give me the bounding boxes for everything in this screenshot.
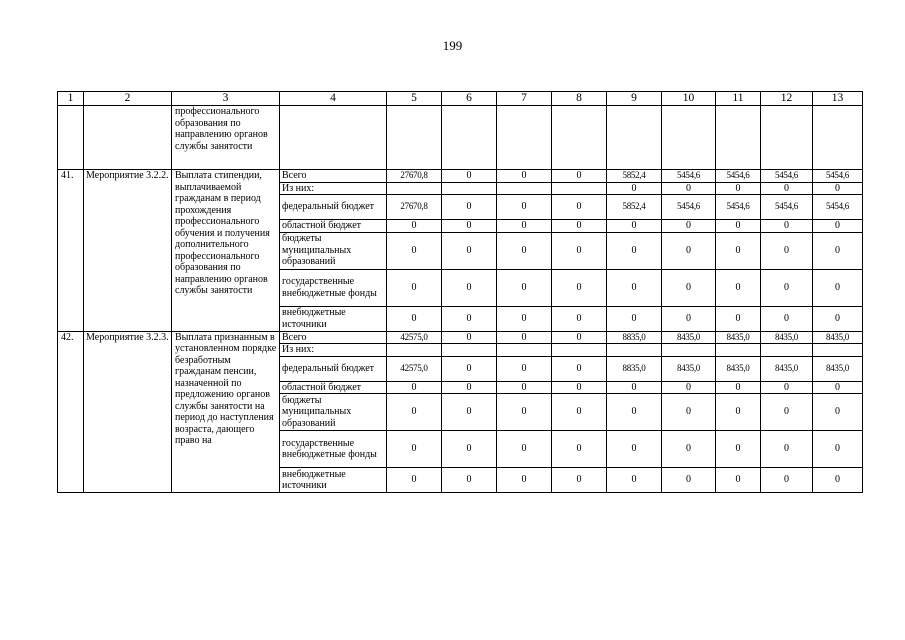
- value-cell: 0: [497, 195, 552, 220]
- value-cell: 0: [607, 232, 662, 269]
- value-cell: 0: [497, 170, 552, 183]
- column-header: 10: [662, 92, 716, 106]
- value-cell: 8835,0: [607, 331, 662, 344]
- value-cell: 0: [761, 220, 813, 233]
- value-cell: [716, 344, 761, 357]
- column-header: 5: [387, 92, 442, 106]
- value-cell: 0: [813, 306, 863, 331]
- value-cell: 0: [497, 220, 552, 233]
- value-cell: [813, 344, 863, 357]
- value-cell: 5454,6: [716, 170, 761, 183]
- value-cell: 0: [497, 468, 552, 493]
- column-header: 3: [172, 92, 280, 106]
- value-cell: 0: [607, 220, 662, 233]
- value-cell: 0: [552, 232, 607, 269]
- value-cell: 8435,0: [662, 331, 716, 344]
- column-header: 2: [84, 92, 172, 106]
- value-cell: 0: [387, 232, 442, 269]
- column-header: 8: [552, 92, 607, 106]
- value-cell: 0: [813, 182, 863, 195]
- value-cell: 0: [607, 182, 662, 195]
- value-cell: 0: [662, 468, 716, 493]
- value-cell: 8435,0: [761, 331, 813, 344]
- value-cell: 0: [761, 232, 813, 269]
- continuation-row: [58, 106, 863, 170]
- value-cell: 0: [662, 306, 716, 331]
- value-cell: 5454,6: [761, 170, 813, 183]
- value-cell: 0: [442, 468, 497, 493]
- value-cell: 0: [497, 381, 552, 394]
- value-cell: 0: [607, 431, 662, 468]
- value-cell: 0: [662, 232, 716, 269]
- value-cell: 0: [552, 195, 607, 220]
- value-cell: 5454,6: [813, 195, 863, 220]
- value-cell: 0: [442, 170, 497, 183]
- column-header: 6: [442, 92, 497, 106]
- value-cell: 0: [387, 220, 442, 233]
- measure-description: Выплата признанным в установленном порядке безработным гражданам пенсии, назначенной по предложению органов службы занятости на период до наступления возраста, дающего право на: [172, 331, 280, 493]
- value-cell: 0: [662, 220, 716, 233]
- value-cell: [387, 344, 442, 357]
- value-cell: [761, 344, 813, 357]
- value-cell: 0: [442, 394, 497, 431]
- value-cell: [442, 344, 497, 357]
- value-cell: [552, 182, 607, 195]
- value-cell: 0: [442, 220, 497, 233]
- value-cell: 0: [761, 182, 813, 195]
- column-header: 11: [716, 92, 761, 106]
- measure-number: 41.: [58, 170, 84, 332]
- value-cell: 42575,0: [387, 356, 442, 381]
- value-cell: 0: [761, 431, 813, 468]
- value-cell: 0: [442, 331, 497, 344]
- value-cell: 0: [497, 232, 552, 269]
- value-cell: 0: [552, 306, 607, 331]
- value-cell: 0: [497, 394, 552, 431]
- value-cell: 0: [552, 331, 607, 344]
- value-cell: 42575,0: [387, 331, 442, 344]
- value-cell: 5852,4: [607, 170, 662, 183]
- value-cell: 0: [761, 269, 813, 306]
- column-header: 12: [761, 92, 813, 106]
- value-cell: 0: [387, 431, 442, 468]
- column-header: 4: [280, 92, 387, 106]
- value-cell: 0: [387, 468, 442, 493]
- value-cell: 0: [716, 306, 761, 331]
- value-cell: 0: [442, 306, 497, 331]
- value-cell: 8435,0: [716, 356, 761, 381]
- value-cell: 8435,0: [662, 356, 716, 381]
- value-cell: 0: [607, 394, 662, 431]
- value-cell: 0: [761, 381, 813, 394]
- funding-source: государственные внебюджетные фонды: [280, 269, 387, 306]
- value-cell: 0: [761, 468, 813, 493]
- value-cell: 5852,4: [607, 195, 662, 220]
- value-cell: 0: [552, 170, 607, 183]
- column-header: 7: [497, 92, 552, 106]
- column-header: 1: [58, 92, 84, 106]
- table-row: [58, 170, 863, 183]
- value-cell: 5454,6: [662, 195, 716, 220]
- value-cell: 5454,6: [813, 170, 863, 183]
- value-cell: 0: [387, 306, 442, 331]
- value-cell: 0: [552, 381, 607, 394]
- number-cell: [58, 106, 84, 170]
- value-cell: 5454,6: [662, 170, 716, 183]
- value-cell: 0: [552, 468, 607, 493]
- value-cell: 0: [662, 182, 716, 195]
- value-cell: 0: [761, 306, 813, 331]
- value-cell: 0: [813, 269, 863, 306]
- value-cell: 0: [442, 195, 497, 220]
- funding-source: Всего: [280, 170, 387, 183]
- funding-source: внебюджетные источники: [280, 306, 387, 331]
- value-cell: 5454,6: [716, 195, 761, 220]
- value-cell: 0: [716, 182, 761, 195]
- value-cell: 0: [716, 381, 761, 394]
- funding-source: бюджеты муниципальных образований: [280, 394, 387, 431]
- measure-number: 42.: [58, 331, 84, 493]
- value-cell: 0: [716, 269, 761, 306]
- value-cell: 0: [442, 232, 497, 269]
- value-cell: 0: [607, 269, 662, 306]
- value-cell: 8435,0: [813, 331, 863, 344]
- value-cell: [662, 344, 716, 357]
- funding-source: областной бюджет: [280, 381, 387, 394]
- column-header: 13: [813, 92, 863, 106]
- value-cell: 0: [662, 431, 716, 468]
- value-cell: 0: [813, 468, 863, 493]
- table-body: [58, 92, 863, 493]
- funding-source: Из них:: [280, 344, 387, 357]
- value-cell: 0: [442, 269, 497, 306]
- value-cell: 0: [662, 269, 716, 306]
- funding-source: государственные внебюджетные фонды: [280, 431, 387, 468]
- column-header-row: [58, 92, 863, 106]
- value-cell: 0: [497, 269, 552, 306]
- value-cell: 0: [813, 431, 863, 468]
- measure-description: Выплата стипендии, выплачиваемой гражданам в период прохождения профессионального обучения и получения дополнительного профессионального образования по направлению органов службы занятости: [172, 170, 280, 332]
- value-cell: 0: [552, 431, 607, 468]
- value-cell: 0: [552, 269, 607, 306]
- value-cell: 0: [387, 269, 442, 306]
- value-cell: [387, 182, 442, 195]
- value-cell: [552, 344, 607, 357]
- value-cell: 0: [497, 356, 552, 381]
- value-cell: 0: [607, 468, 662, 493]
- value-cell: 0: [552, 394, 607, 431]
- value-cell: 0: [813, 394, 863, 431]
- funding-source: внебюджетные источники: [280, 468, 387, 493]
- funding-source: федеральный бюджет: [280, 195, 387, 220]
- value-cell: 0: [813, 220, 863, 233]
- value-cell: 5454,6: [761, 195, 813, 220]
- value-cell: 8435,0: [813, 356, 863, 381]
- value-cell: 0: [716, 232, 761, 269]
- measure-code: Мероприятие 3.2.3.: [84, 331, 172, 493]
- value-cell: 0: [442, 381, 497, 394]
- value-cell: 0: [761, 394, 813, 431]
- budget-table: [57, 91, 863, 493]
- value-cell: 27670,8: [387, 170, 442, 183]
- value-cell: 0: [716, 431, 761, 468]
- funding-source: бюджеты муниципальных образований: [280, 232, 387, 269]
- value-cell: [442, 182, 497, 195]
- funding-source: Из них:: [280, 182, 387, 195]
- value-cell: [497, 182, 552, 195]
- funding-source: Всего: [280, 331, 387, 344]
- value-cell: 0: [497, 331, 552, 344]
- code-cell: [84, 106, 172, 170]
- funding-source: областной бюджет: [280, 220, 387, 233]
- value-cell: 0: [442, 431, 497, 468]
- measure-code: Мероприятие 3.2.2.: [84, 170, 172, 332]
- value-cell: 0: [552, 356, 607, 381]
- value-cell: 27670,8: [387, 195, 442, 220]
- value-cell: 0: [662, 394, 716, 431]
- value-cell: 0: [716, 394, 761, 431]
- value-cell: [607, 344, 662, 357]
- value-cell: 0: [813, 381, 863, 394]
- value-cell: 0: [497, 306, 552, 331]
- value-cell: [497, 344, 552, 357]
- value-cell: 8435,0: [761, 356, 813, 381]
- column-header: 9: [607, 92, 662, 106]
- value-cell: 0: [497, 431, 552, 468]
- value-cell: 8835,0: [607, 356, 662, 381]
- measure-description: профессионального образования по направлению органов службы занятости: [172, 106, 280, 170]
- value-cell: 0: [387, 394, 442, 431]
- value-cell: 8435,0: [716, 331, 761, 344]
- value-cell: 0: [387, 381, 442, 394]
- value-cell: 0: [716, 220, 761, 233]
- value-cell: 0: [813, 232, 863, 269]
- table-row: [58, 331, 863, 344]
- value-cell: 0: [607, 381, 662, 394]
- value-cell: 0: [552, 220, 607, 233]
- value-cell: 0: [442, 356, 497, 381]
- value-cell: 0: [662, 381, 716, 394]
- value-cell: 0: [607, 306, 662, 331]
- page-number: 199: [442, 38, 463, 53]
- value-cell: 0: [716, 468, 761, 493]
- funding-source: федеральный бюджет: [280, 356, 387, 381]
